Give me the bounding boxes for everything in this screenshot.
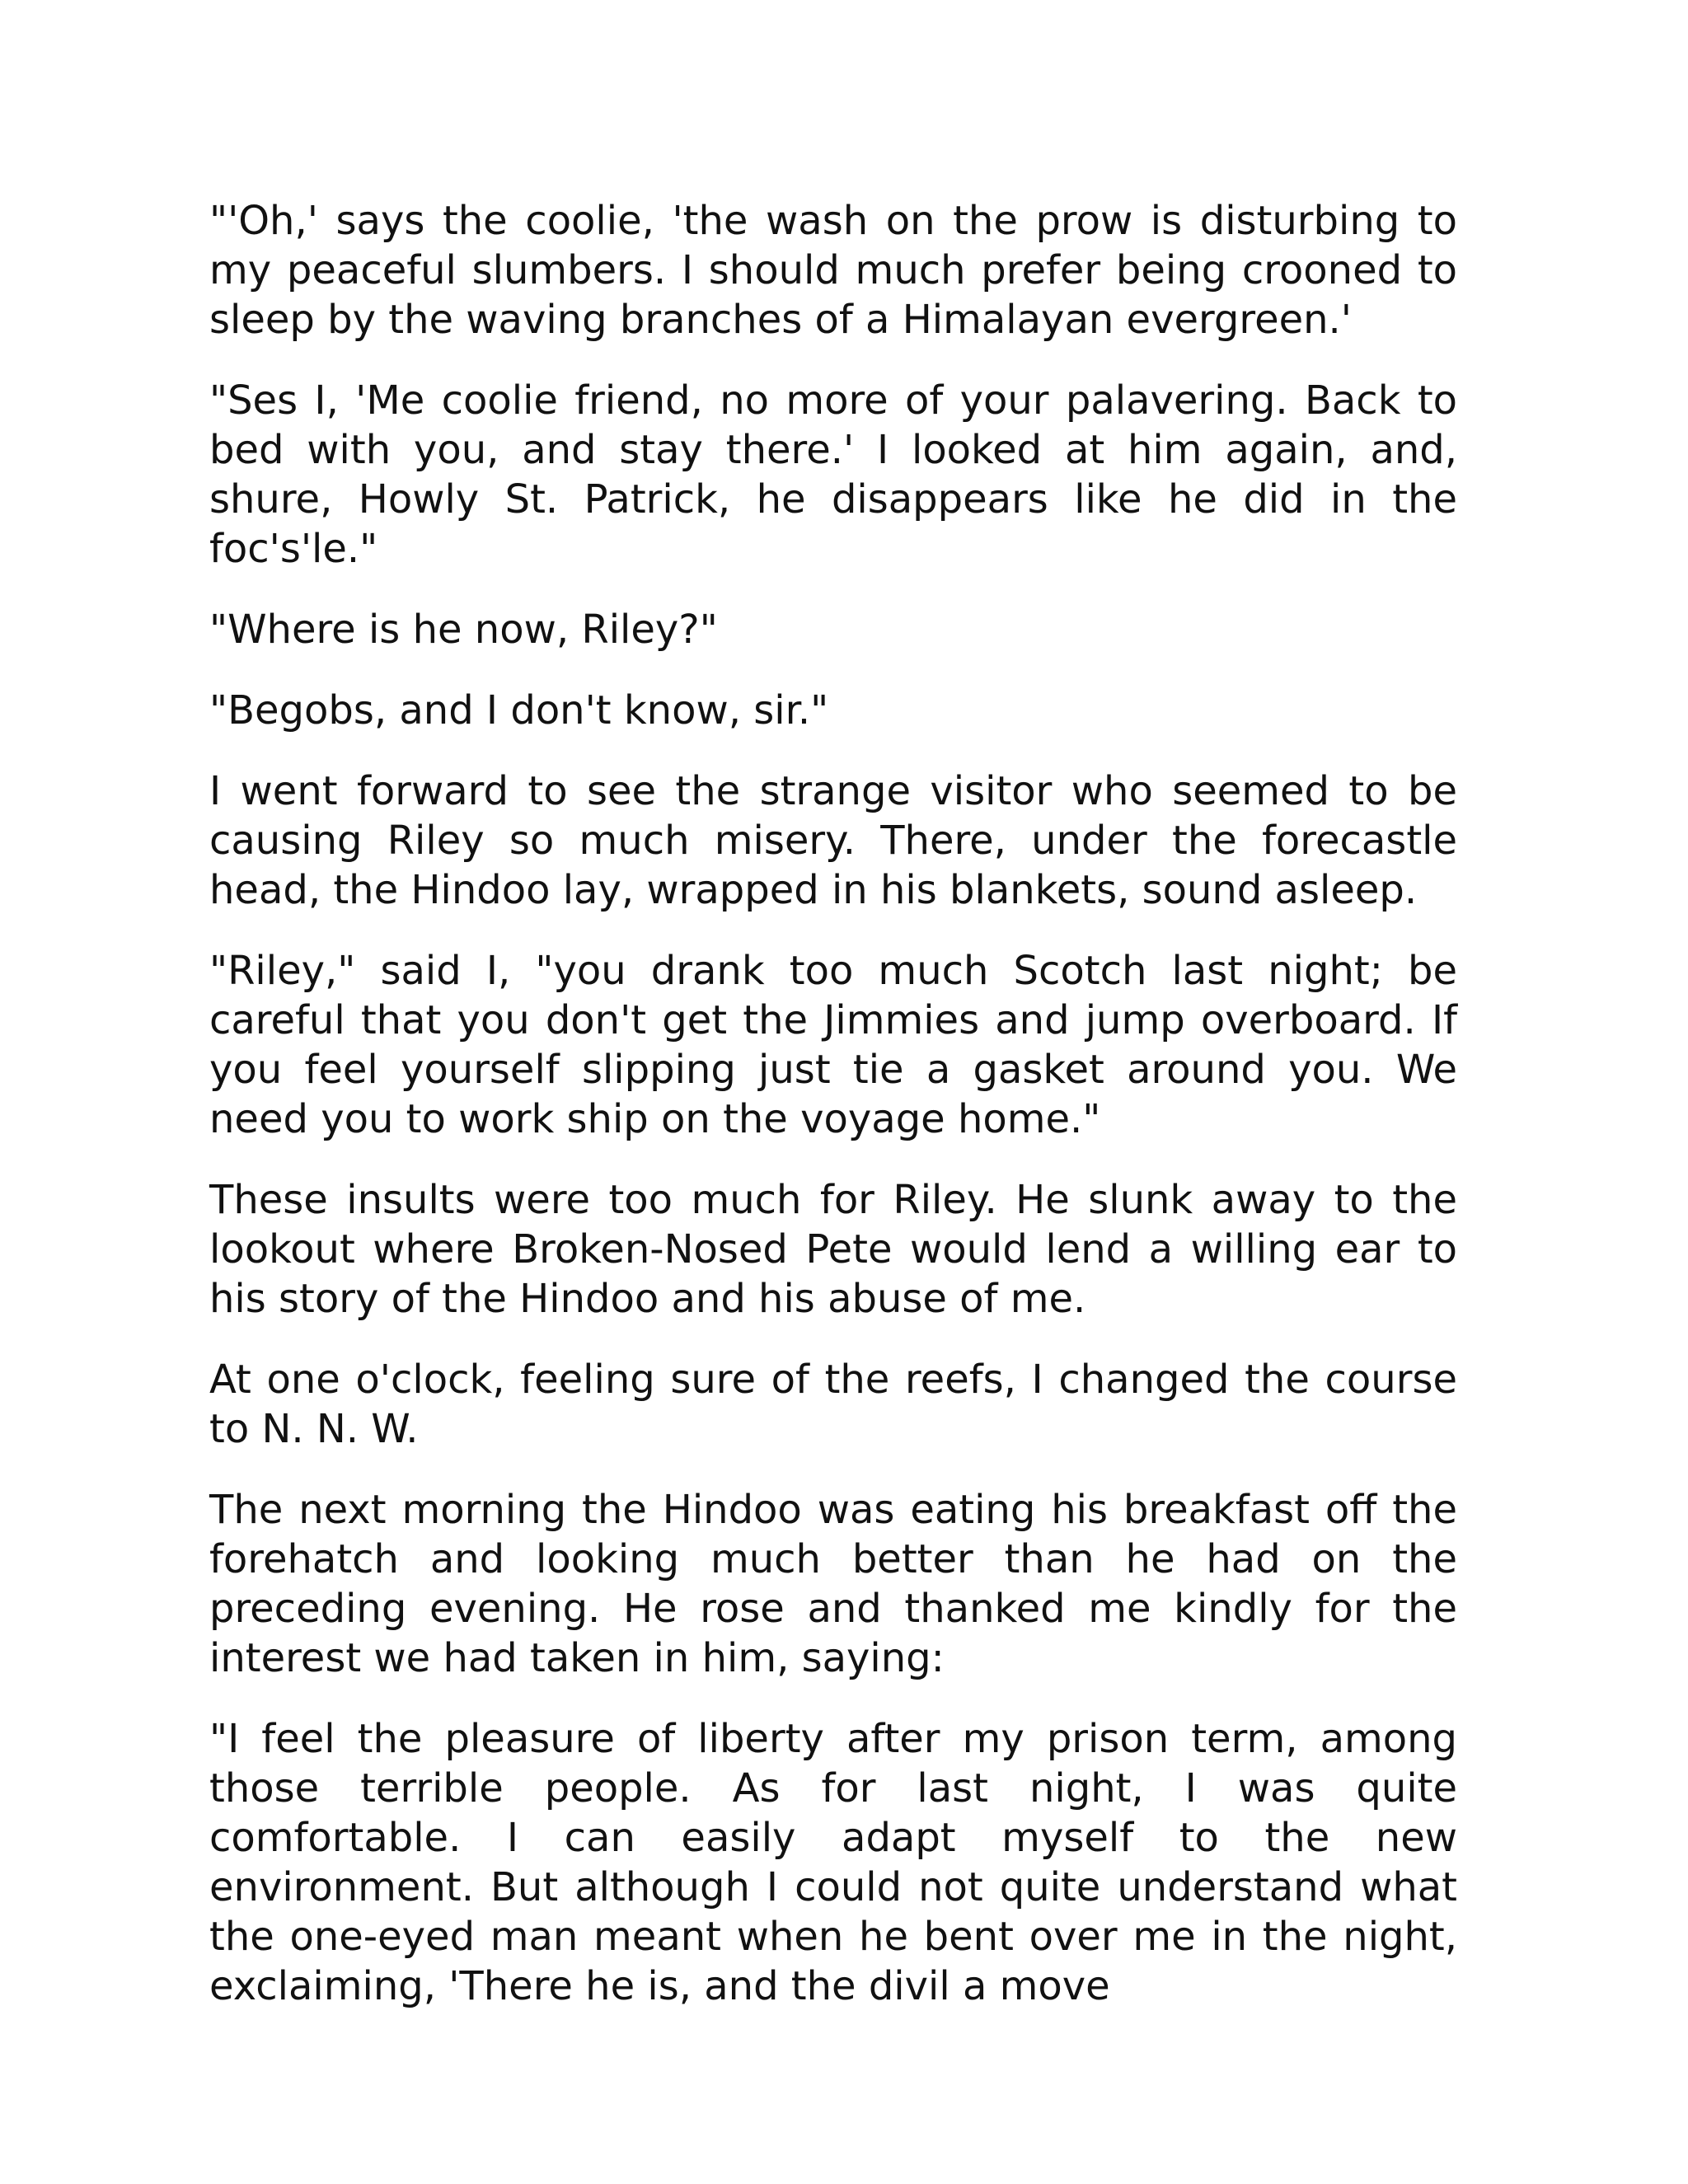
paragraph-7: These insults were too much for Riley. He slunk away to the lookout where Broken-Nosed Pete would lend a willing ear to his story of the Hindoo and his abuse of me. (209, 1177, 1457, 1322)
paragraph-5: I went forward to see the strange visitor who seemed to be causing Riley so much misery. There, under the forecastle head, the Hindoo lay, wrapped in his blankets, sound asleep. (209, 768, 1457, 913)
page-body (209, 196, 1457, 2042)
paragraph-10: "I feel the pleasure of liberty after my prison term, among those terrible people. As for last night, I was quite comfortable. I can easily adapt myself to the new environment. But although I could not quite understand what the one-eyed man meant when he bent over me in the night, exclaiming, 'There he is, and the divil a move (209, 1716, 1457, 2009)
paragraph-6: "Riley," said I, "you drank too much Scotch last night; be careful that you don't get the Jimmies and jump overboard. If you feel yourself slipping just tie a gasket around you. We need you to work ship on the voyage home." (209, 948, 1457, 1142)
paragraph-2: "Ses I, 'Me coolie friend, no more of your palavering. Back to bed with you, and stay there.' I looked at him again, and, shure, Howly St. Patrick, he disappears like he did in the foc's'le." (209, 377, 1457, 572)
paragraph-8: At one o'clock, feeling sure of the reefs, I changed the course to N. N. W. (209, 1357, 1457, 1452)
paragraph-9: The next morning the Hindoo was eating his breakfast off the forehatch and looking much better than he had on the preceding evening. He rose and thanked me kindly for the interest we had taken in him, saying: (209, 1487, 1457, 1681)
paragraph-3: "Where is he now, Riley?" (209, 607, 718, 653)
paragraph-4: "Begobs, and I don't know, sir." (209, 687, 829, 733)
paragraph-1: "'Oh,' says the coolie, 'the wash on the prow is disturbing to my peaceful slumbers. I should much prefer being crooned to sleep by the waving branches of a Himalayan evergreen.' (209, 198, 1457, 343)
